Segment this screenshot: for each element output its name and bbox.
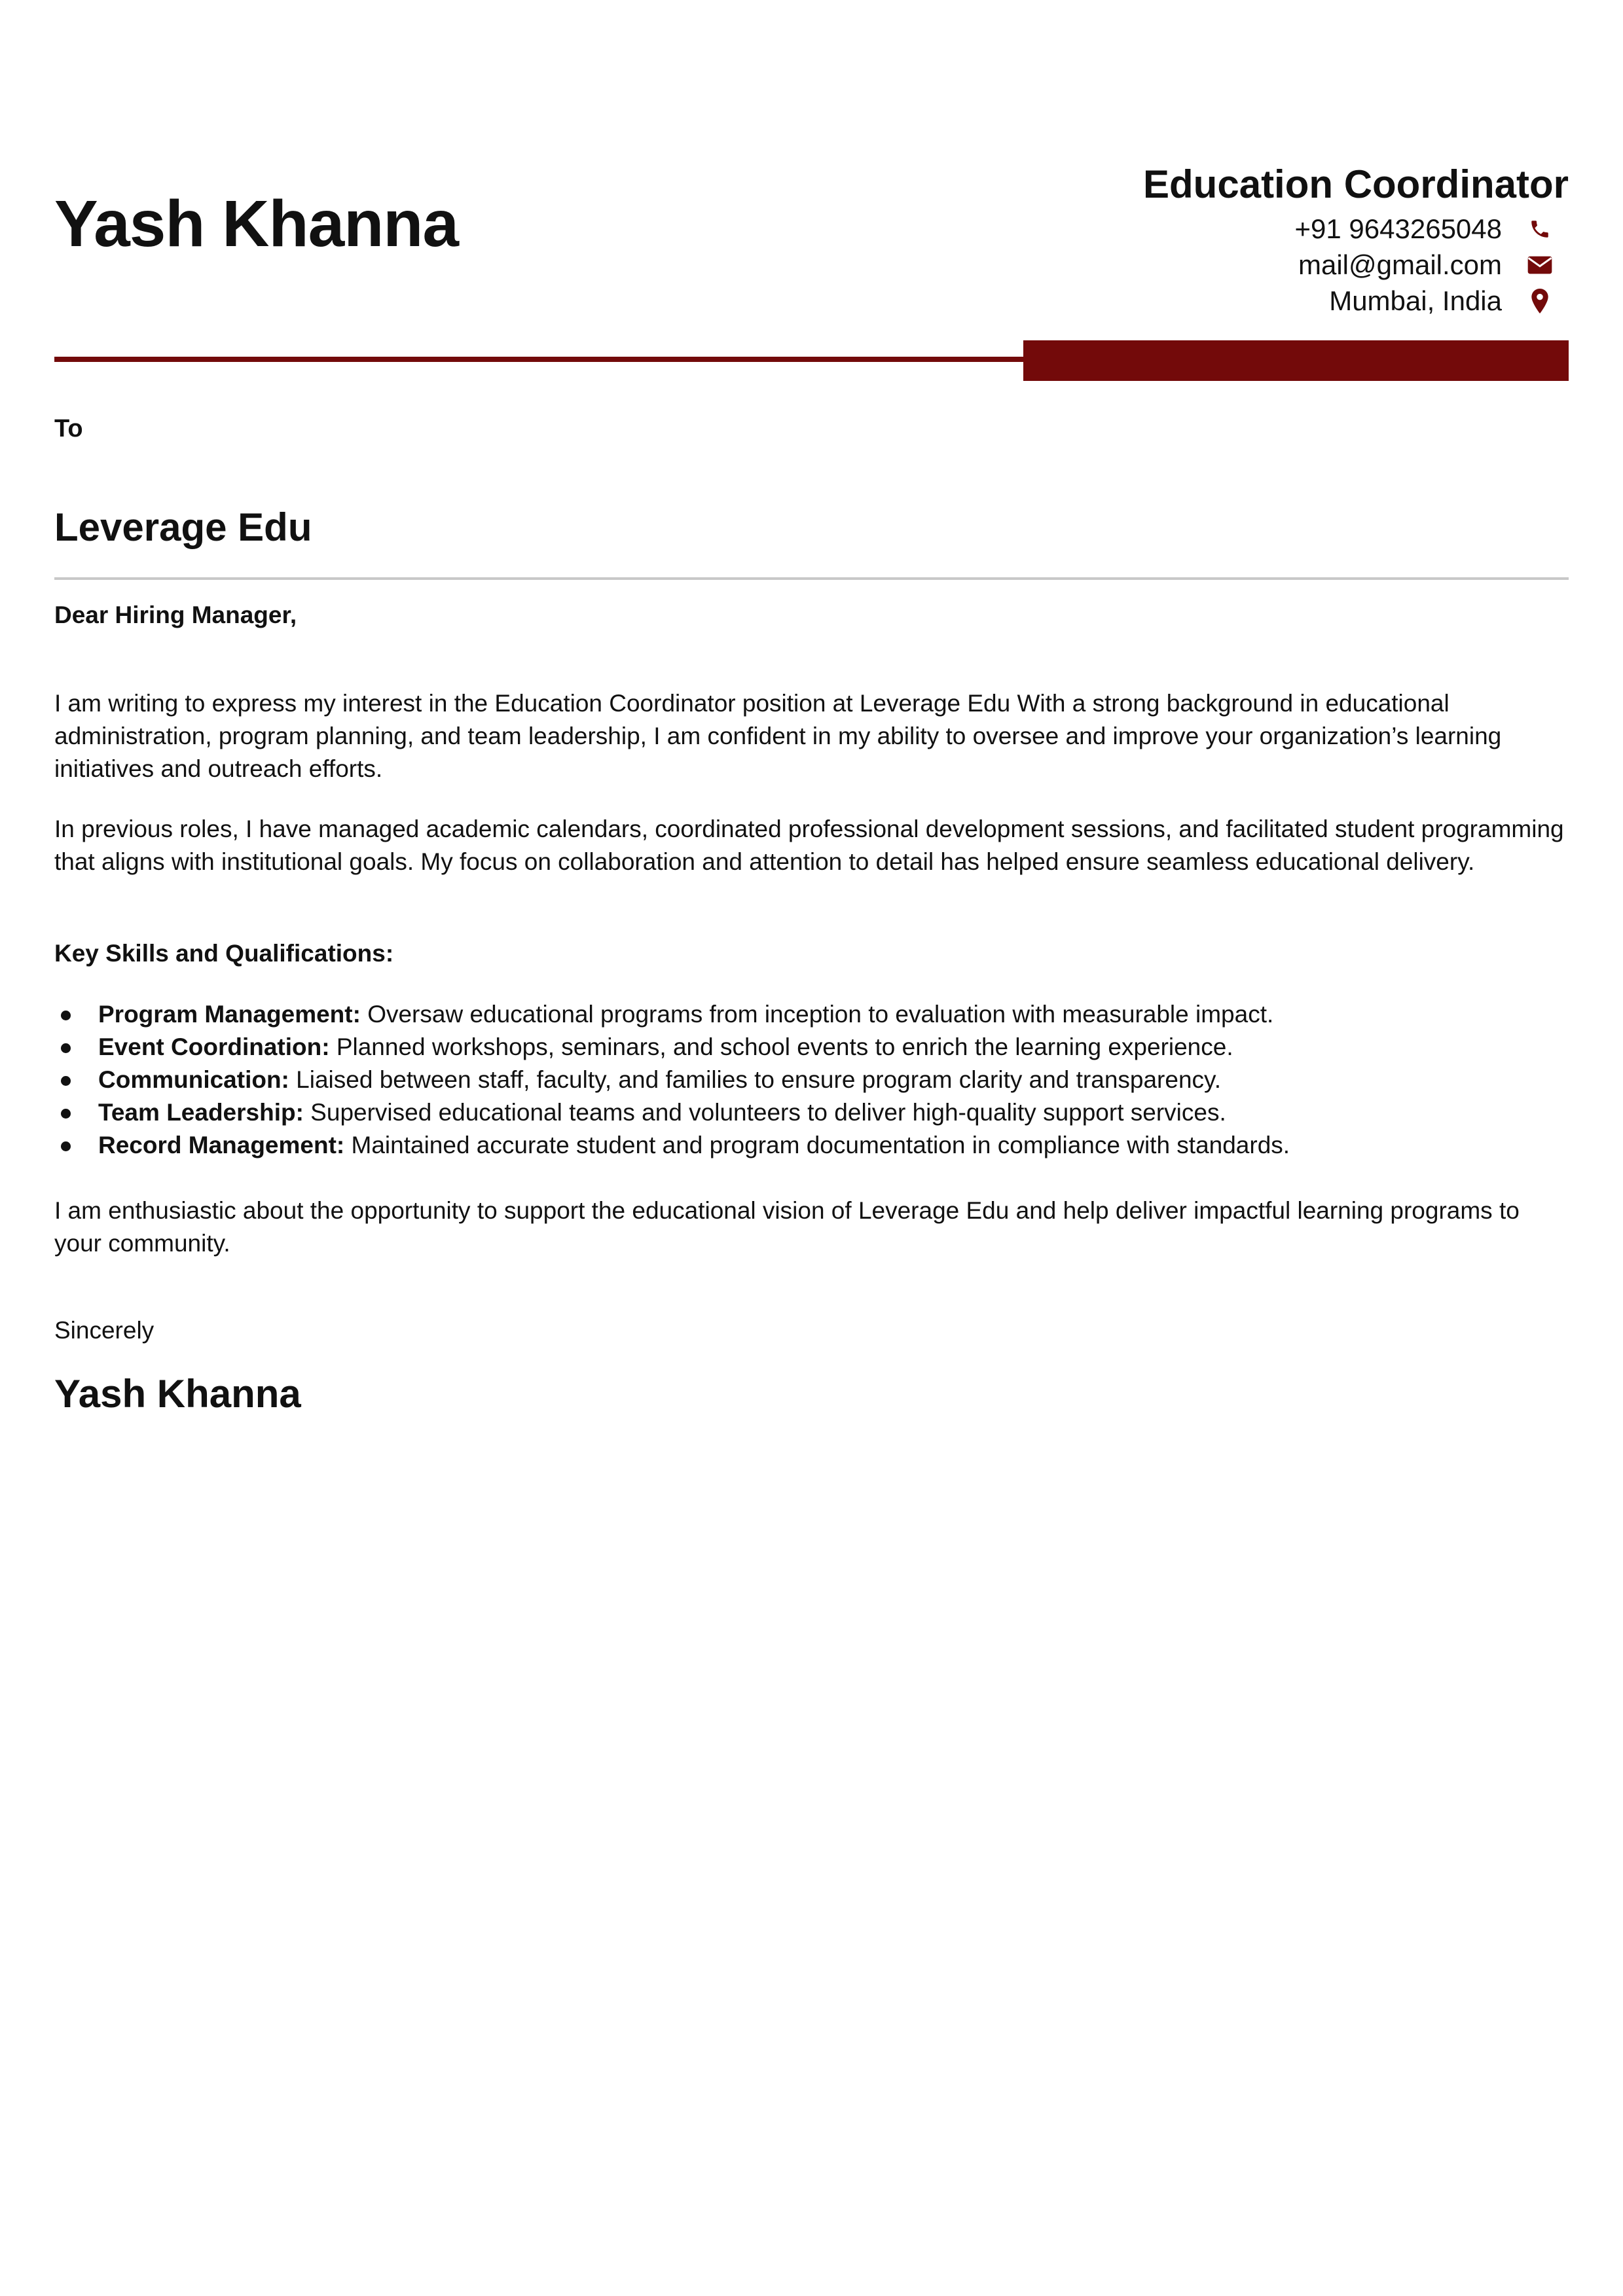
recipient-divider xyxy=(54,577,1569,580)
skill-text: Planned workshops, seminars, and school events to enrich the learning experience. xyxy=(329,1033,1233,1060)
recipient-company: Leverage Edu xyxy=(54,505,312,549)
bullet-icon xyxy=(61,1043,71,1053)
signature-name: Yash Khanna xyxy=(54,1372,301,1416)
signoff: Sincerely xyxy=(54,1317,155,1344)
closing-paragraph: I am enthusiastic about the opportunity to support the educational vision of Leverage Edu and help deliver impactful learning programs to your community. xyxy=(54,1197,1520,1257)
skills-heading: Key Skills and Qualifications: xyxy=(54,940,394,967)
phone-text: +91 9643265048 xyxy=(1294,213,1502,244)
applicant-name: Yash Khanna xyxy=(54,187,458,260)
skills-list xyxy=(54,998,1569,1162)
location-text: Mumbai, India xyxy=(1329,285,1502,316)
skill-text: Supervised educational teams and volunteers to deliver high-quality support services. xyxy=(303,1099,1226,1126)
list-item xyxy=(54,998,1569,1031)
skill-label: Team Leadership: xyxy=(98,1099,304,1126)
email-text: mail@gmail.com xyxy=(1298,249,1502,280)
contact-email xyxy=(1143,247,1569,283)
bullet-icon xyxy=(61,1011,71,1020)
bullet-icon xyxy=(61,1076,71,1086)
skill-label: Communication: xyxy=(98,1066,289,1093)
list-item xyxy=(54,1064,1569,1096)
skill-text: Liaised between staff, faculty, and families to ensure program clarity and transparency. xyxy=(289,1066,1222,1093)
contact-phone xyxy=(1143,211,1569,247)
salutation: Dear Hiring Manager, xyxy=(54,601,297,628)
experience-paragraph: In previous roles, I have managed academic calendars, coordinated professional development sessions, and facilitated student programming that aligns with institutional goals. My focus on collaboration and attention to detail has helped ensure seamless educational delivery. xyxy=(54,816,1564,875)
job-title: Education Coordinator xyxy=(1143,162,1569,206)
skill-label: Event Coordination: xyxy=(98,1033,330,1060)
skill-text: Maintained accurate student and program documentation in compliance with standards. xyxy=(344,1132,1290,1158)
to-label: To xyxy=(54,415,83,442)
skill-label: Record Management: xyxy=(98,1132,345,1158)
list-item xyxy=(54,1129,1569,1162)
bullet-icon xyxy=(61,1141,71,1151)
list-item xyxy=(54,1096,1569,1129)
bullet-icon xyxy=(61,1109,71,1119)
intro-paragraph: I am writing to express my interest in the Education Coordinator position at Leverage Edu With a strong background in educational administration, program planning, and team leadership, I am confident in my ability to oversee and improve your organization’s learning initiatives and outreach efforts. xyxy=(54,690,1502,782)
map-marker-icon xyxy=(1527,288,1553,314)
header-contact-block xyxy=(1143,158,1569,319)
header-divider-line xyxy=(54,357,1023,362)
header-accent-block xyxy=(1023,340,1569,381)
skill-label: Program Management: xyxy=(98,1001,361,1028)
skill-text: Oversaw educational programs from inception to evaluation with measurable impact. xyxy=(360,1001,1274,1028)
envelope-icon xyxy=(1527,252,1553,278)
contact-location xyxy=(1143,283,1569,319)
phone-icon xyxy=(1527,216,1553,242)
list-item xyxy=(54,1031,1569,1064)
